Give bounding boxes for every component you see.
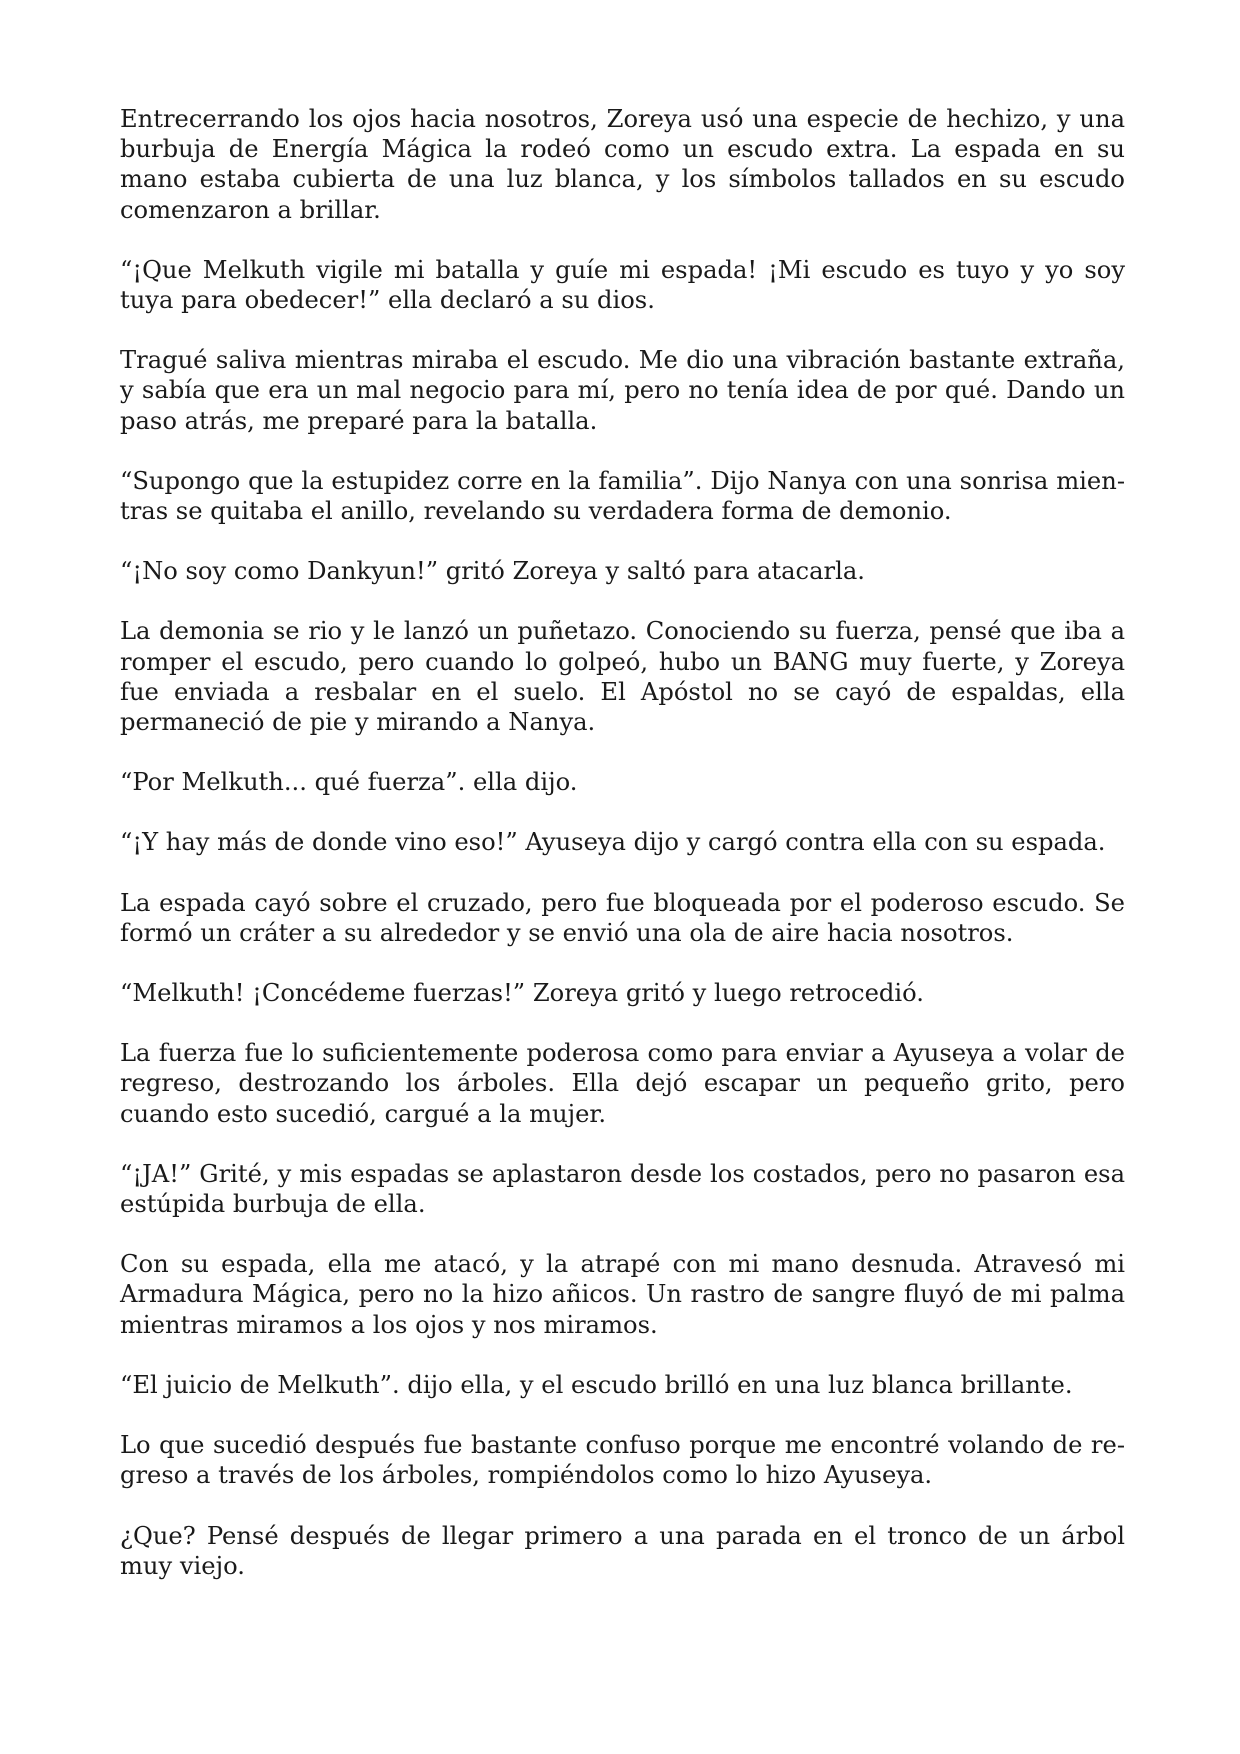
paragraph: La fuerza fue lo suficientemente poderosa como para enviar a Ayuseya a volar de regreso, destrozando los árboles. Ella dejó escapar un pequeño grito, pero cuando esto sucedió, cargué a la mujer. [120, 1039, 1125, 1128]
paragraph: Lo que sucedió después fue bastante confuso porque me encontré volando de regreso a través de los árboles, rompiéndolos como lo hizo Ayuseya. [120, 1431, 1125, 1490]
paragraph: Con su espada, ella me atacó, y la atrapé con mi mano desnuda. Atravesó mi Armadura Mágica, pero no la hizo añicos. Un rastro de sangre fluyó de mi palma mientras miramos a los ojos y nos miramos. [120, 1250, 1125, 1339]
paragraph: “El juicio de Melkuth”. dijo ella, y el escudo brilló en una luz blanca brillante. [120, 1370, 1073, 1399]
paragraph: La espada cayó sobre el cruzado, pero fue bloqueada por el poderoso escudo. Se formó un cráter a su alrededor y se envió una ola de aire hacia nosotros. [120, 888, 1125, 947]
paragraph: ¿Que? Pensé después de llegar primero a una parada en el tronco de un árbol muy viejo. [120, 1521, 1125, 1580]
paragraph: “Melkuth! ¡Concédeme fuerzas!” Zoreya gritó y luego retrocedió. [120, 979, 924, 1008]
paragraph: “¡Que Melkuth vigile mi batalla y guíe mi espada! ¡Mi escudo es tuyo y yo soy tuya para obedecer!” ella declaró a su dios. [120, 255, 1125, 315]
paragraph: “Supongo que la estupidez corre en la familia”. Dijo Nanya con una sonrisa mientras se quitaba el anillo, revelando su verdadera forma de demonio. [120, 466, 1125, 526]
paragraph: Entrecerrando los ojos hacia nosotros, Zoreya usó una especie de hechizo, y una burbuja de Energía Mágica la rodeó como un escudo extra. La espada en su mano estaba cubierta de una luz blanca, y los símbolos tallados en su escudo comenzaron a brillar. [120, 105, 1125, 224]
paragraph: “Por Melkuth... qué fuerza”. ella dijo. [120, 768, 578, 797]
paragraph: La demonia se rio y le lanzó un puñetazo. Conociendo su fuerza, pensé que iba a romper el escudo, pero cuando lo golpeó, hubo un BANG muy fuerte, y Zoreya fue enviada a resbalar en el suelo. El Apóstol no se cayó de espaldas, ella permaneció de pie y mirando a Nanya. [120, 617, 1125, 737]
paragraph: “¡JA!” Grité, y mis espadas se aplastaron desde los costados, pero no pasaron esa estúpida burbuja de ella. [120, 1159, 1125, 1219]
paragraph: Tragué saliva mientras miraba el escudo. Me dio una vibración bastante extraña, y sabía que era un mal negocio para mí, pero no tenía idea de por qué. Dando un paso atrás, me preparé para la batalla. [120, 346, 1125, 435]
document-page [120, 104, 1125, 1581]
paragraph: “¡No soy como Dankyun!” gritó Zoreya y saltó para atacarla. [120, 557, 865, 586]
paragraph: “¡Y hay más de donde vino eso!” Ayuseya dijo y cargó contra ella con su espada. [120, 828, 1106, 857]
